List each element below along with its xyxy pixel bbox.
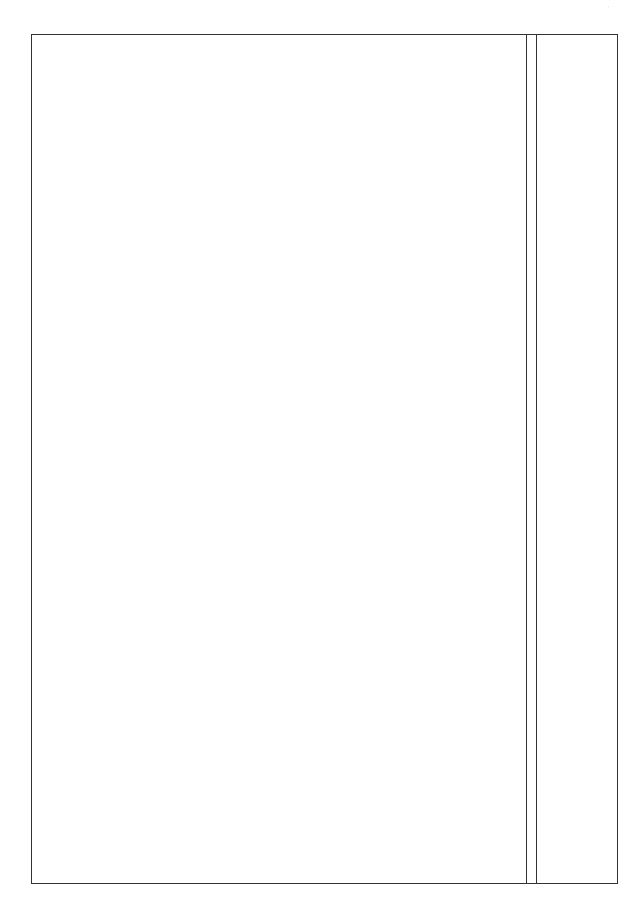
table-body: [32, 35, 527, 883]
column-number-row: [526, 35, 537, 883]
scan-mark: ·: [605, 6, 610, 8]
mkd-table: [31, 34, 618, 884]
table-header-row: [536, 35, 617, 883]
